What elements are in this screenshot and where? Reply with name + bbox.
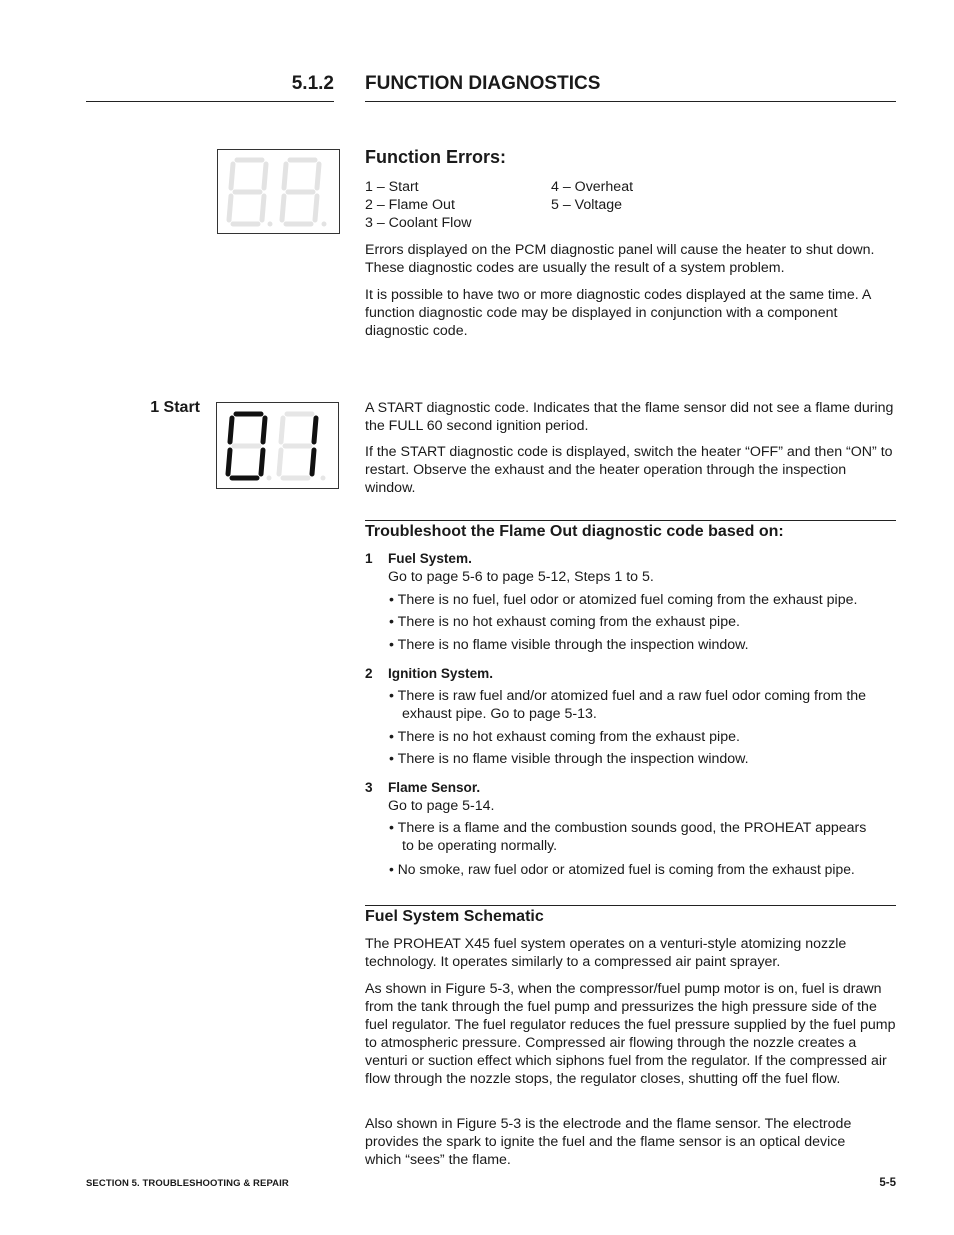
blank-code-display <box>217 149 340 234</box>
troubleshoot-item-3-bullet-2: • No smoke, raw fuel odor or atomized fuel is coming from the exhaust pipe. <box>389 861 855 877</box>
troubleshoot-item-3-bullet-1: • There is a flame and the combustion sounds good, the PROHEAT appears to be operating normally. <box>389 820 867 854</box>
schematic-paragraph-1: The PROHEAT X45 fuel system operates on a venturi-style atomizing nozzle technology. It operates similarly to a compressed air paint sprayer. <box>365 936 847 970</box>
error-code-5: 5 – Voltage <box>551 197 622 213</box>
footer-section-label: SECTION 5. TROUBLESHOOTING & REPAIR <box>86 1178 289 1189</box>
function-errors-heading: Function Errors: <box>365 147 507 167</box>
section-title: FUNCTION DIAGNOSTICS <box>365 73 601 94</box>
troubleshoot-item-2-number: 2 <box>365 666 373 681</box>
troubleshoot-item-2-title: Ignition System. <box>388 666 493 681</box>
start-paragraph-2: If the START diagnostic code is displayed, switch the heater “OFF” and then “ON” to restart. Observe the exhaust and the heater operation through the inspection window. <box>365 444 893 496</box>
start-paragraph-1: A START diagnostic code. Indicates that the flame sensor did not see a flame during the FULL 60 second ignition period. <box>365 400 894 434</box>
error-code-2: 2 – Flame Out <box>365 197 455 213</box>
schematic-paragraph-3: Also shown in Figure 5-3 is the electrode and the flame sensor. The electrode provides the spark to ignite the fuel and the flame sensor is an optical device which “sees” the flame. <box>365 1116 852 1168</box>
error-code-4: 4 – Overheat <box>551 179 634 195</box>
section-number: 5.1.2 <box>291 73 334 94</box>
schematic-heading: Fuel System Schematic <box>365 908 544 925</box>
schematic-paragraph-2: As shown in Figure 5-3, when the compressor/fuel pump motor is on, fuel is drawn from the tank through the fuel pump and pressurizes the high pressure side of the fuel regulator. The fuel regulator reduces the fuel pressure supplied by the fuel pump to atmospheric pressure. Compressed air flowing through the nozzle creates a venturi or suction effect which siphons fuel from the regulator. If the compressed air flow through the nozzle stops, the regulator closes, shutting off the fuel flow. <box>365 981 896 1087</box>
troubleshoot-item-1-bullet-1: • There is no fuel, fuel odor or atomized fuel coming from the exhaust pipe. <box>389 592 858 608</box>
troubleshoot-item-2-bullet-1: • There is raw fuel and/or atomized fuel and a raw fuel odor coming from the exhaust pipe. Go to page 5-13. <box>389 688 867 722</box>
troubleshoot-item-1-note: Go to page 5-6 to page 5-12, Steps 1 to 5. <box>388 569 654 585</box>
function-errors-paragraph-1: Errors displayed on the PCM diagnostic panel will cause the heater to shut down. These diagnostic codes are usually the result of a system problem. <box>365 242 875 276</box>
error-code-3: 3 – Coolant Flow <box>365 215 472 231</box>
troubleshoot-item-2-bullet-2: • There is no hot exhaust coming from the exhaust pipe. <box>389 729 740 745</box>
section-rule-right <box>365 101 896 102</box>
start-label: 1 Start <box>150 399 200 416</box>
error-code-1: 1 – Start <box>365 179 419 195</box>
section-rule-left <box>86 101 334 102</box>
troubleshoot-item-1-bullet-3: • There is no flame visible through the inspection window. <box>389 637 749 653</box>
troubleshoot-item-1-bullet-2: • There is no hot exhaust coming from the exhaust pipe. <box>389 614 740 630</box>
start-code-display <box>216 402 339 489</box>
troubleshoot-item-3-title: Flame Sensor. <box>388 780 481 795</box>
troubleshoot-item-1-number: 1 <box>365 551 373 566</box>
schematic-rule <box>365 905 896 906</box>
troubleshoot-item-3-number: 3 <box>365 780 373 795</box>
troubleshoot-item-3-note: Go to page 5-14. <box>388 798 495 814</box>
footer-page-number: 5-5 <box>879 1177 896 1189</box>
troubleshoot-rule <box>365 520 896 521</box>
troubleshoot-item-2-bullet-3: • There is no flame visible through the inspection window. <box>389 751 749 767</box>
troubleshoot-heading: Troubleshoot the Flame Out diagnostic code based on: <box>365 523 784 540</box>
function-errors-paragraph-2: It is possible to have two or more diagnostic codes displayed at the same time. A function diagnostic code may be displayed in conjunction with a component diagnostic code. <box>365 287 871 339</box>
troubleshoot-item-1-title: Fuel System. <box>388 551 472 566</box>
